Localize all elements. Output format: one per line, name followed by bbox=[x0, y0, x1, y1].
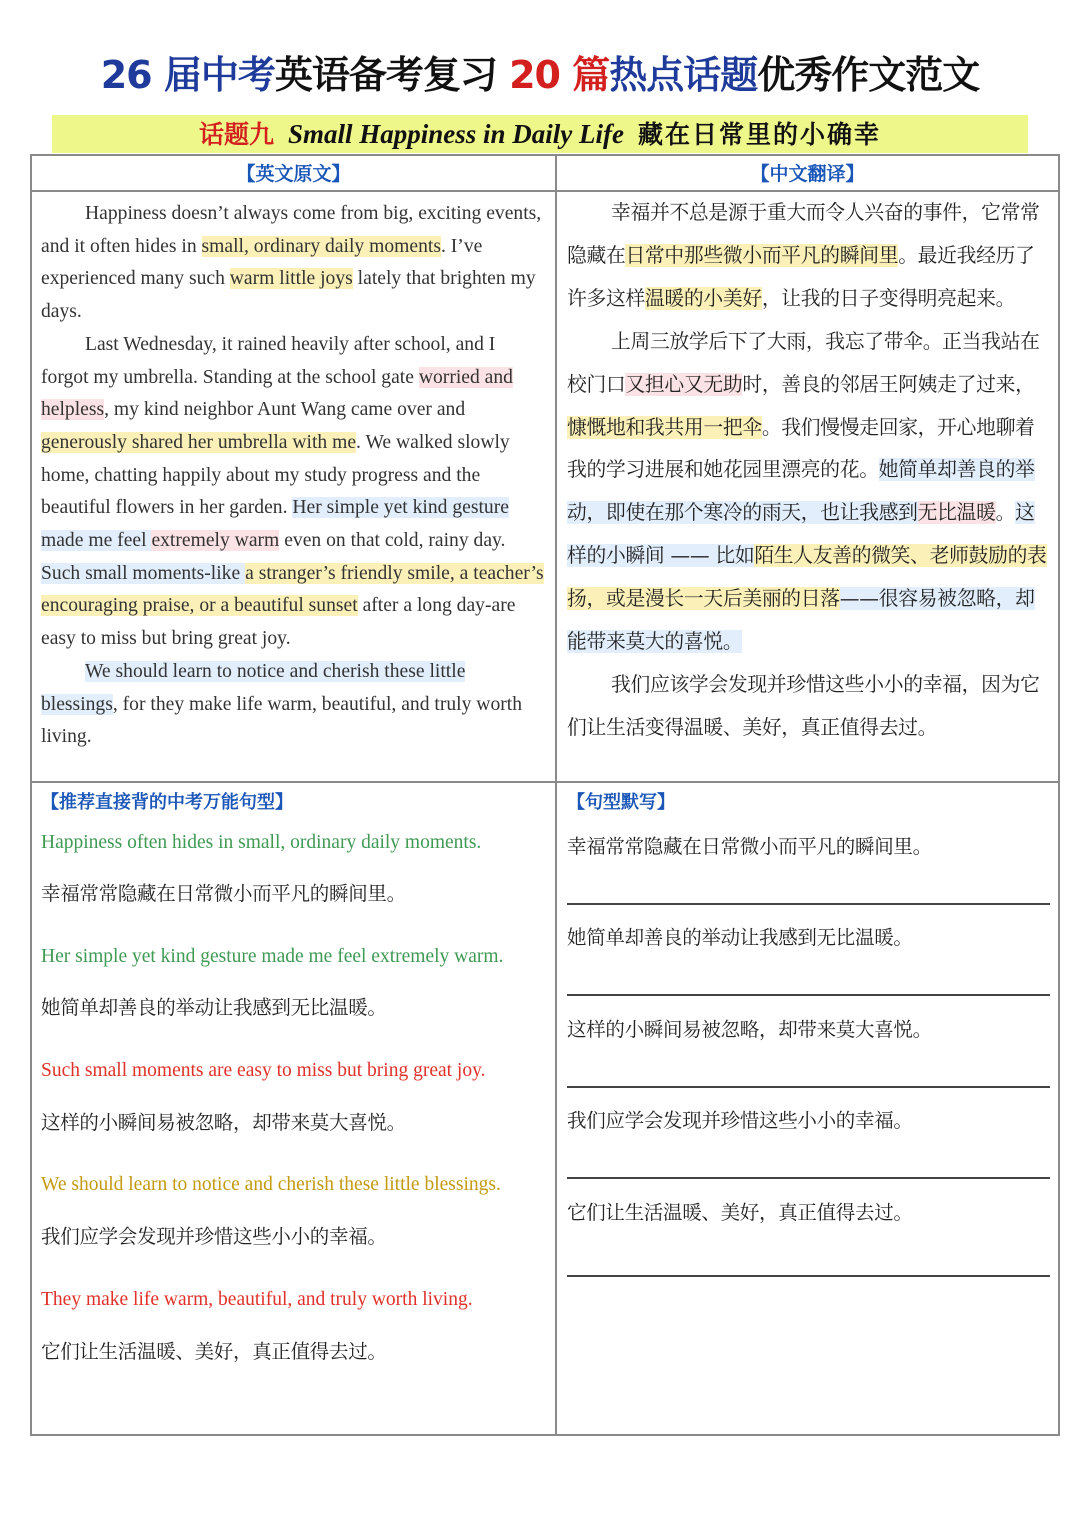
text-run: Happiness doesn’t always come from big, exciting events, and it often hides in bbox=[41, 203, 542, 257]
pattern-chinese-1: 幸福常常隐藏在日常微小而平凡的瞬间里。 bbox=[41, 882, 406, 905]
pattern-english-1: Happiness often hides in small, ordinary daily moments. bbox=[41, 832, 482, 853]
dictation-answer-line-5[interactable] bbox=[567, 1275, 1050, 1277]
text-run: Last Wednesday, it rained heavily after school, and I forgot my umbrella. Standing at the school gate bbox=[41, 333, 496, 388]
english-paragraph-2 bbox=[41, 329, 544, 656]
dictation-prompt-5: 它们让生活温暖、美好，真正值得去过。 bbox=[567, 1201, 913, 1224]
title-part-essays: 优秀作文范文 bbox=[757, 53, 980, 97]
text-run: 。我们慢慢走回家，开心地聊着我的学习进展和她花园里漂亮的花。 bbox=[567, 415, 1035, 482]
pattern-english-4: We should learn to notice and cherish these little blessings. bbox=[41, 1174, 501, 1195]
dictation-header: 【句型默写】 bbox=[567, 792, 675, 813]
highlight: ——很容易被忽略，却能带来莫大的喜悦。 bbox=[567, 587, 1035, 654]
highlight: 陌生人友善的微笑、老师鼓励的表扬，或是漫长一天后美丽的日落 bbox=[567, 544, 1047, 611]
pattern-chinese-3: 这样的小瞬间易被忽略，却带来莫大喜悦。 bbox=[41, 1111, 406, 1134]
dictation-prompt-1: 幸福常常隐藏在日常微小而平凡的瞬间里。 bbox=[567, 835, 932, 858]
highlight: 她简单却善良的举动，即使在那个寒冷的雨天，也让我感到 bbox=[567, 458, 1035, 525]
pattern-english-3: Such small moments are easy to miss but bring great joy. bbox=[41, 1060, 486, 1081]
chinese-paragraph-3 bbox=[567, 664, 1053, 750]
text-run: 我们应该学会发现并珍惜这些小小的幸福，因为它们让生活变得温暖、美好，真正值得去过。 bbox=[567, 672, 1040, 739]
text-run: ，让我的日子变得明亮起来。 bbox=[761, 286, 1016, 310]
dictation-answer-line-1[interactable] bbox=[567, 903, 1050, 905]
highlight: 日常中那些微小而平凡的瞬间里 bbox=[625, 243, 899, 267]
dictation-prompt-3: 这样的小瞬间易被忽略，却带来莫大喜悦。 bbox=[567, 1018, 932, 1041]
page-title bbox=[0, 50, 1080, 100]
pattern-english-2: Her simple yet kind gesture made me feel extremely warm. bbox=[41, 946, 504, 967]
text-run: 上周三放学后下了大雨，我忘了带伞。正当我站在校门口 bbox=[567, 329, 1040, 396]
highlight: generously shared her umbrella with me bbox=[41, 431, 357, 453]
highlight: Such small moments-like bbox=[41, 562, 246, 584]
highlight: 慷慨地和我共用一把伞 bbox=[567, 415, 762, 439]
text-run: 幸福并不总是源于重大而令人兴奋的事件，它常常隐藏在 bbox=[567, 201, 1040, 267]
topic-banner bbox=[52, 115, 1028, 153]
title-part-grade: 26 届中考 bbox=[100, 53, 275, 97]
text-run: lately that brighten my days. bbox=[41, 268, 536, 323]
highlight: small, ordinary daily moments bbox=[201, 235, 441, 257]
text-run: . I’ve experienced many such bbox=[41, 235, 483, 290]
topic-label: 话题九 bbox=[198, 120, 274, 149]
english-paragraph-3 bbox=[41, 656, 544, 754]
pattern-english-5: They make life warm, beautiful, and truly worth living. bbox=[41, 1289, 473, 1310]
dictation-prompt-2: 她简单却善良的举动让我感到无比温暖。 bbox=[567, 926, 913, 949]
chinese-translation-header: 【中文翻译】 bbox=[750, 163, 865, 185]
text-run: 时，善良的邻居王阿姨走了过来， bbox=[742, 372, 1035, 396]
dictation-prompt-4: 我们应学会发现并珍惜这些小小的幸福。 bbox=[567, 1109, 913, 1132]
section-divider bbox=[30, 781, 1060, 783]
highlight: Her simple yet kind gesture made me feel bbox=[41, 497, 509, 552]
highlight: warm little joys bbox=[229, 268, 353, 290]
text-run: 。最近我经历了许多这样 bbox=[567, 243, 1035, 310]
dictation-answer-line-4[interactable] bbox=[567, 1177, 1050, 1179]
highlight: worried and helpless bbox=[41, 366, 513, 421]
dictation-answer-line-3[interactable] bbox=[567, 1086, 1050, 1088]
english-paragraph-1 bbox=[41, 198, 544, 329]
pattern-chinese-5: 它们让生活温暖、美好，真正值得去过。 bbox=[41, 1340, 387, 1363]
dictation-answer-line-2[interactable] bbox=[567, 994, 1050, 996]
chinese-paragraph-1 bbox=[567, 192, 1053, 321]
chinese-paragraph-2 bbox=[567, 321, 1053, 664]
english-original-header: 【英文原文】 bbox=[236, 163, 351, 185]
highlight: 又担心又无助 bbox=[625, 372, 743, 396]
title-part-hot-topics: 热点话题 bbox=[609, 53, 758, 97]
pattern-chinese-4: 我们应学会发现并珍惜这些小小的幸福。 bbox=[41, 1225, 387, 1248]
title-part-count: 20 篇 bbox=[509, 53, 610, 97]
text-run: even on that cold, rainy day. bbox=[279, 530, 506, 552]
chinese-essay bbox=[567, 192, 1053, 750]
text-run: . We walked slowly home, chatting happily about my study progress and the beautiful flowers in her garden. bbox=[41, 431, 510, 519]
topic-english-title: Small Happiness in Daily Life bbox=[287, 119, 624, 149]
column-divider bbox=[555, 154, 557, 1436]
topic-chinese-title: 藏在日常里的小确幸 bbox=[638, 120, 882, 149]
highlight: 这样的小瞬间 —— 比如 bbox=[567, 501, 1035, 568]
english-essay bbox=[41, 198, 544, 754]
text-run: , my kind neighbor Aunt Wang came over and bbox=[104, 399, 466, 421]
text-run: 。 bbox=[995, 501, 1016, 525]
pattern-chinese-2: 她简单却善良的举动让我感到无比温暖。 bbox=[41, 996, 387, 1019]
text-run: , for they make life warm, beautiful, and truly worth living. bbox=[41, 693, 523, 748]
title-part-subject: 英语备考复习 bbox=[274, 53, 510, 97]
text-run: after a long day-are easy to miss but bring great joy. bbox=[41, 595, 516, 650]
highlight: We should learn to notice and cherish these little blessings bbox=[41, 660, 466, 715]
highlight: a stranger’s friendly smile, a teacher’s encouraging praise, or a beautiful sunset bbox=[41, 562, 544, 617]
highlight: 无比温暖 bbox=[917, 501, 996, 525]
highlight: extremely warm bbox=[151, 530, 280, 552]
patterns-header: 【推荐直接背的中考万能句型】 bbox=[41, 792, 293, 813]
highlight: 温暖的小美好 bbox=[644, 286, 762, 310]
